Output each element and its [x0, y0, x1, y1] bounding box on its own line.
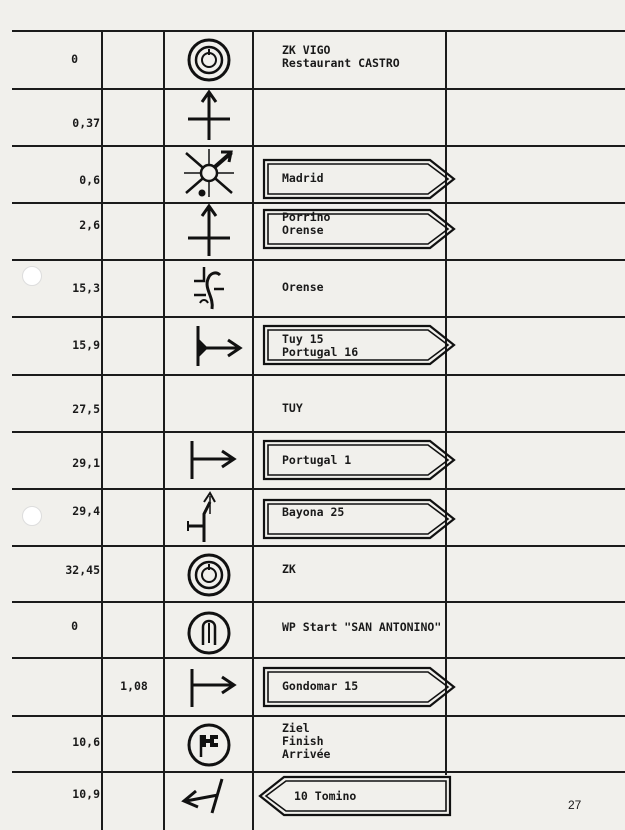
- page-number: 27: [568, 798, 582, 812]
- table-row: [12, 715, 625, 771]
- sign-label: Tuy 15 Portugal 16: [282, 332, 359, 359]
- table-row: [12, 374, 625, 431]
- row-note: Ziel Finish Arrivée: [282, 721, 331, 761]
- table-row: [12, 545, 625, 601]
- table-row: [12, 88, 625, 145]
- table-row: [12, 488, 625, 545]
- sign-label: Porrino Orense: [282, 210, 331, 237]
- km-value: 2,6: [79, 218, 100, 232]
- sign-label: Gondomar 15: [282, 679, 359, 693]
- table-row: [12, 30, 625, 88]
- sign-label: Portugal 1: [282, 453, 352, 467]
- turn-right-icon: [164, 657, 254, 713]
- km-value: 15,3: [72, 281, 100, 295]
- km-value: 10,9: [72, 787, 100, 801]
- table-row: [12, 145, 625, 202]
- fork-right-icon: [164, 316, 254, 372]
- km-value: 0,6: [79, 173, 100, 187]
- roundabout-exit-icon: [164, 145, 254, 201]
- row-note: ZK: [282, 562, 296, 576]
- control-point-icon: [164, 32, 254, 88]
- finish-flag-icon: [164, 717, 254, 773]
- km-value: 10,6: [72, 735, 100, 749]
- crossroads-straight-icon: [164, 88, 254, 144]
- row-note: TUY: [282, 401, 303, 415]
- row-note: WP Start "SAN ANTONINO": [282, 620, 442, 634]
- sign-label: Bayona 25: [282, 505, 345, 519]
- km-value: 29,1: [72, 456, 100, 470]
- km-value: 0: [71, 619, 78, 633]
- turn-right-icon: [164, 431, 254, 487]
- table-row: [12, 259, 625, 316]
- control-point-icon: [164, 547, 254, 603]
- turn-left-icon: [164, 769, 254, 825]
- table-row: [12, 601, 625, 657]
- sign-label: Madrid: [282, 171, 324, 185]
- curve-left-icon: [164, 259, 254, 315]
- table-row: [12, 431, 625, 488]
- km-value: 0,37: [72, 116, 100, 130]
- table-row: [12, 657, 625, 715]
- crossroads-straight-icon: [164, 202, 254, 258]
- row-note: Orense: [282, 280, 324, 294]
- km-partial-value: 1,08: [120, 679, 148, 693]
- table-row: [12, 771, 625, 830]
- table-row: [12, 316, 625, 374]
- km-value: 29,4: [72, 504, 100, 518]
- km-value: 32,45: [65, 563, 100, 577]
- sign-label: 10 Tomino: [294, 789, 357, 803]
- km-value: 15,9: [72, 338, 100, 352]
- row-note: ZK VIGO Restaurant CASTRO: [282, 43, 400, 70]
- table-row: [12, 202, 625, 259]
- fork-straight-icon: [164, 488, 254, 544]
- km-value: 0: [71, 52, 78, 66]
- km-value: 27,5: [72, 402, 100, 416]
- start-icon: [164, 605, 254, 661]
